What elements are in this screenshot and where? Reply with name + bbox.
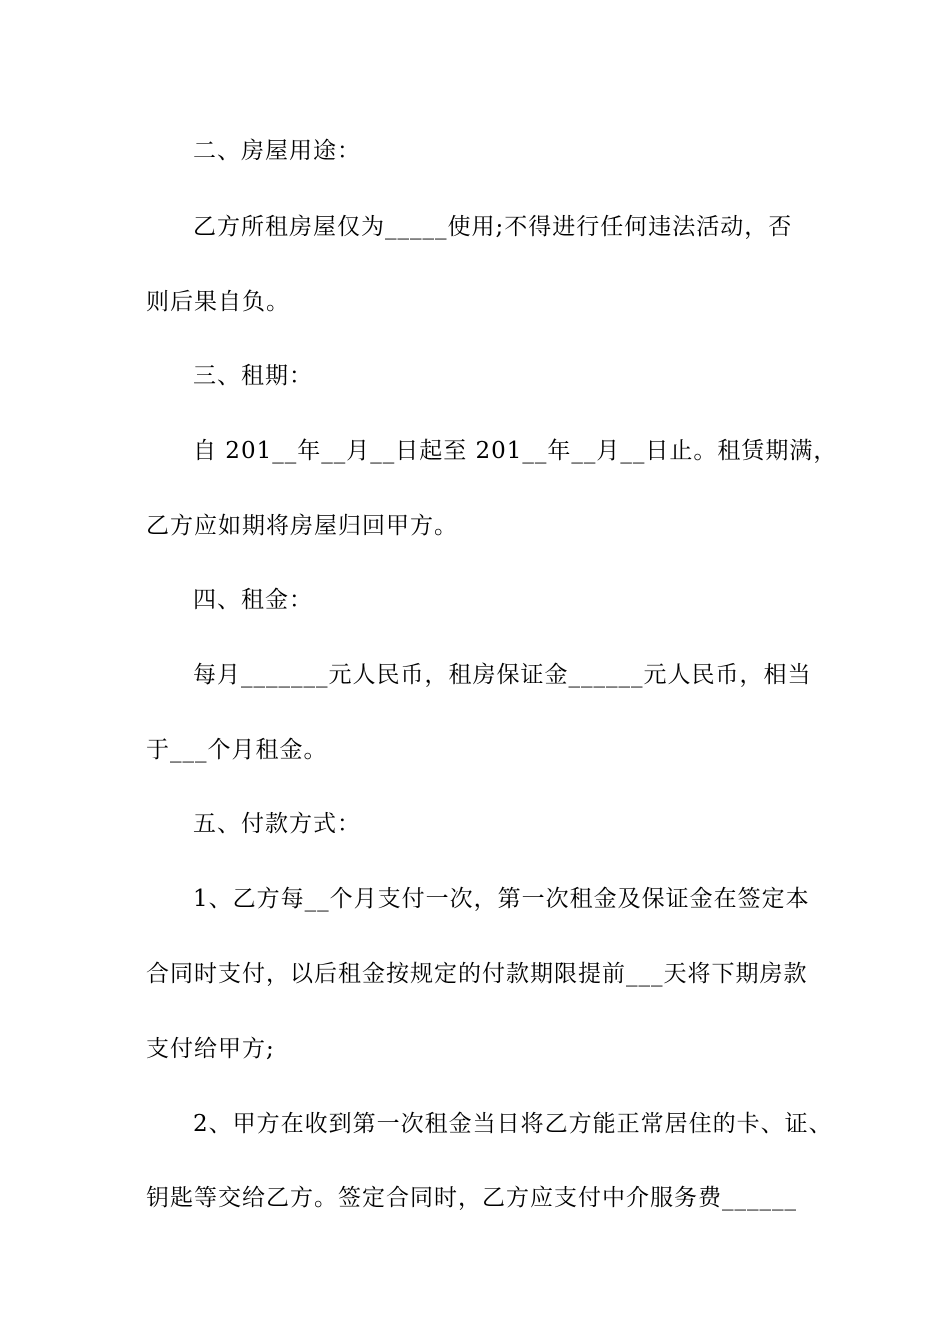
paragraph-line: 乙方所租房屋仅为_____使用;不得进行任何违法活动，否 [193, 214, 793, 240]
section-heading-term: 三、租期： [193, 363, 313, 389]
paragraph-line: 则后果自负。 [146, 289, 290, 315]
paragraph-line: 1、乙方每__个月支付一次，第一次租金及保证金在签定本 [193, 886, 810, 912]
paragraph-line: 乙方应如期将房屋归回甲方。 [146, 513, 458, 539]
section-heading-payment: 五、付款方式： [193, 811, 361, 837]
paragraph-line: 合同时支付，以后租金按规定的付款期限提前___天将下期房款 [146, 961, 808, 987]
paragraph-line: 每月_______元人民币，租房保证金______元人民币，相当 [193, 662, 812, 688]
paragraph-line: 支付给甲方; [146, 1036, 275, 1062]
paragraph-line: 自 201__年__月__日起至 201__年__月__日止。租赁期满， [193, 438, 838, 464]
paragraph-line: 于___个月租金。 [146, 737, 328, 763]
section-heading-usage: 二、房屋用途： [193, 138, 361, 164]
section-heading-rent: 四、租金： [193, 587, 313, 613]
paragraph-line: 钥匙等交给乙方。签定合同时，乙方应支付中介服务费______ [146, 1185, 797, 1211]
paragraph-line: 2、甲方在收到第一次租金当日将乙方能正常居住的卡、证、 [193, 1111, 833, 1137]
